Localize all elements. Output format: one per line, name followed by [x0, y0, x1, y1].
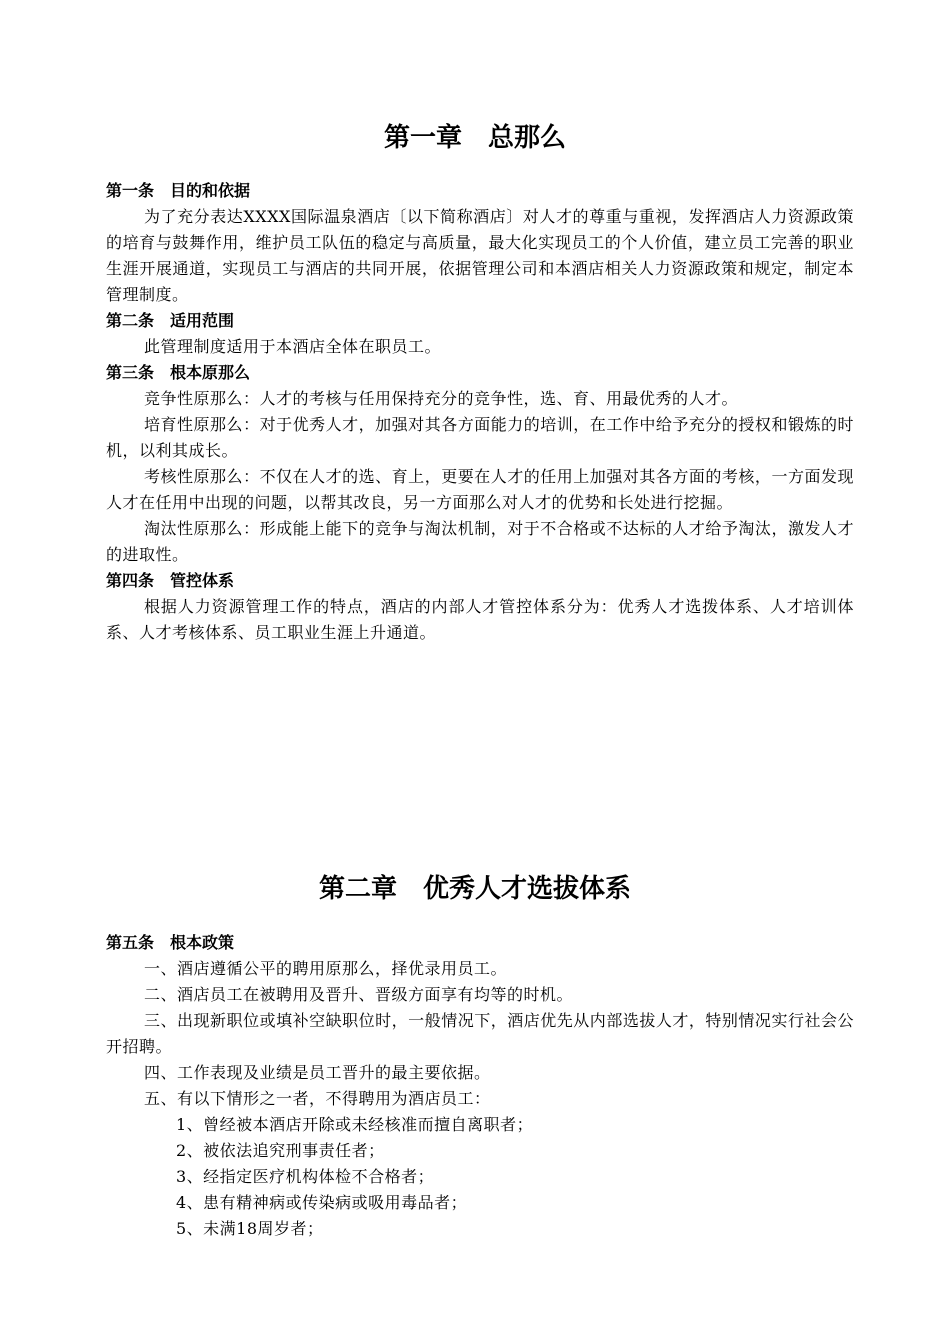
article-2-heading: 第二条 适用范围: [106, 311, 235, 330]
policy-item-2: 二、酒店员工在被聘用及晋升、晋级方面享有均等的时机。: [144, 985, 574, 1004]
disqualification-item-5: 5、未满18周岁者；: [176, 1219, 324, 1238]
article-3-heading: 第三条 根本原那么: [106, 363, 251, 382]
policy-item-4: 四、工作表现及业绩是员工晋升的最主要依据。: [144, 1063, 491, 1082]
disqualification-item-4: 4、患有精神病或传染病或吸用毒品者；: [176, 1193, 468, 1212]
chapter-2-title: 第二章 优秀人才选拔体系: [318, 874, 631, 904]
chapter-2-body: [106, 930, 854, 1242]
article-1-paragraph: 为了充分表达XXXX国际温泉酒店〔以下简称酒店〕对人才的尊重与重视，发挥酒店人力资源政策的培育与鼓舞作用，维护员工队伍的稳定与高质量，最大化实现员工的个人价值，建立员工完善的职业生涯开展通道，实现员工与酒店的共同开展，依据管理公司和本酒店相关人力资源政策和规定，制定本管理制度。: [106, 207, 854, 304]
policy-item-3: 三、出现新职位或填补空缺职位时，一般情况下，酒店优先从内部选拔人才，特别情况实行社会公开招聘。: [106, 1011, 854, 1056]
article-1-heading: 第一条 目的和依据: [106, 181, 251, 200]
chapter-1-body: [106, 178, 854, 646]
disqualification-item-3: 3、经指定医疗机构体检不合格者；: [176, 1167, 435, 1186]
article-5-heading: 第五条 根本政策: [106, 933, 235, 952]
disqualification-item-2: 2、被依法追究刑事责任者；: [176, 1141, 385, 1160]
article-3-paragraph-competitive: 竞争性原那么：人才的考核与任用保持充分的竞争性，选、育、用最优秀的人才。: [144, 389, 739, 408]
policy-item-1: 一、酒店遵循公平的聘用原那么，择优录用员工。: [144, 959, 508, 978]
article-3-paragraph-elimination: 淘汰性原那么：形成能上能下的竞争与淘汰机制，对于不合格或不达标的人才给予淘汰，激发人才的进取性。: [106, 519, 854, 564]
article-4-paragraph: 根据人力资源管理工作的特点，酒店的内部人才管控体系分为：优秀人才选拨体系、人才培训体系、人才考核体系、员工职业生涯上升通道。: [106, 597, 854, 642]
chapter-1-title: 第一章 总那么: [383, 123, 566, 153]
disqualification-item-1: 1、曾经被本酒店开除或未经核准而擅自离职者；: [176, 1115, 534, 1134]
article-3-paragraph-assessment: 考核性原那么：不仅在人才的选、育上，更要在人才的任用上加强对其各方面的考核，一方面发现人才在任用中出现的问题，以帮其改良，另一方面那么对人才的优势和长处进行挖掘。: [106, 467, 854, 512]
article-3-paragraph-cultivation: 培育性原那么：对于优秀人才，加强对其各方面能力的培训，在工作中给予充分的授权和锻炼的时机，以利其成长。: [106, 415, 854, 460]
article-2-paragraph: 此管理制度适用于本酒店全体在职员工。: [144, 337, 442, 356]
policy-item-5: 五、有以下情形之一者，不得聘用为酒店员工：: [144, 1089, 491, 1108]
article-4-heading: 第四条 管控体系: [106, 571, 235, 590]
